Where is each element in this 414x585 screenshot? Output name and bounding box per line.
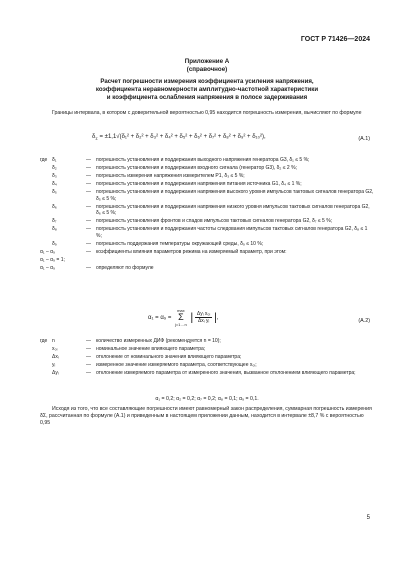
definition-symbol: δ₃ bbox=[52, 172, 57, 179]
bracket-close: | bbox=[213, 311, 217, 324]
dash: — bbox=[86, 218, 91, 225]
alpha-equality-text: α₁ – α₉ = 1; bbox=[40, 256, 65, 263]
bracket-open: | bbox=[190, 311, 194, 324]
appendix-title bbox=[40, 78, 374, 102]
definition-text: определяют по формуле bbox=[96, 264, 154, 271]
definition-symbol: δ₅ bbox=[52, 188, 57, 195]
definition-text: погрешность установления и поддержания напряжения высокого уровня импульсов тактовых сигналов генератора G2, δ₅ ≤ 5 %; bbox=[96, 188, 374, 202]
definition-row bbox=[40, 241, 374, 248]
dash: — bbox=[86, 248, 91, 255]
definition-text: количество измеренных ДИФ (рекомендуется n = 10); bbox=[96, 338, 221, 344]
definition-symbol: δ₈ bbox=[52, 226, 57, 233]
formula-a1 bbox=[92, 134, 266, 141]
dash: — bbox=[86, 164, 91, 171]
intro-paragraph: Границы интервала, в котором с доверительной вероятностью 0,95 находится погрешность измерения, вычисляют по формуле bbox=[52, 110, 362, 116]
definition-text: погрешность установления и поддержания напряжения низкого уровня импульсов тактовых сигналов генератора G2, δ₆ ≤ 5 %; bbox=[96, 203, 370, 217]
title-line: Расчет погрешности измерения коэффициента усиления напряжения, bbox=[100, 78, 314, 85]
definition-row bbox=[40, 338, 374, 345]
dash: — bbox=[86, 172, 91, 179]
definition-row bbox=[40, 362, 374, 369]
definition-row bbox=[40, 370, 374, 377]
definition-text: погрешность установления фронтов и спадов импульсов тактовых сигналов генератора G2, δ₇ ≤ 5 %; bbox=[96, 218, 333, 225]
dash: — bbox=[86, 180, 91, 187]
definition-symbol: yᵢ bbox=[52, 361, 56, 368]
where-label: где bbox=[40, 338, 48, 344]
definition-row bbox=[40, 189, 374, 202]
definition-symbol: δ₇ bbox=[52, 218, 57, 225]
definition-row bbox=[40, 346, 374, 353]
definition-row bbox=[40, 157, 374, 164]
definition-row bbox=[40, 226, 374, 239]
definition-symbol: δ₆ bbox=[52, 203, 57, 210]
fraction-denominator: Δxᵢ yᵢ bbox=[197, 318, 210, 324]
formula-a2 bbox=[148, 308, 219, 327]
equation-number: (А.2) bbox=[358, 318, 370, 324]
dash: — bbox=[86, 203, 91, 210]
definition-row bbox=[40, 165, 374, 172]
fraction bbox=[195, 311, 212, 324]
definition-text: погрешность установления и поддержания напряжения питания источника G1, δ₄ ≤ 1 %; bbox=[96, 180, 302, 187]
formula2-tail: , bbox=[216, 315, 219, 322]
where-label: где bbox=[40, 157, 48, 163]
definition-symbol: α₁ – α₉ bbox=[40, 248, 56, 255]
definition-row bbox=[40, 204, 374, 217]
definitions-list bbox=[40, 157, 374, 273]
sum-bottom: j=1…n bbox=[175, 322, 187, 327]
definition-text: номинальное значение влияющего параметра; bbox=[96, 345, 206, 352]
dash: — bbox=[86, 369, 91, 376]
definition-row bbox=[40, 249, 374, 256]
definition-text: погрешность измерения напряжения измерителем P1, δ₃ ≤ 5 %; bbox=[96, 172, 245, 179]
definition-text: погрешность установления и поддержания выходного напряжения генератора G3, δ₁ ≤ 5 %; bbox=[96, 157, 310, 163]
dash: — bbox=[86, 338, 91, 344]
sum-top: max bbox=[177, 308, 185, 313]
dash: — bbox=[86, 157, 91, 163]
alpha-equality bbox=[40, 257, 374, 264]
definition-text: отклонение от номинального значения влияющего параметра; bbox=[96, 353, 242, 360]
definition-row bbox=[40, 354, 374, 361]
definition-symbol: α₁ – α₉ bbox=[40, 264, 56, 271]
dash: — bbox=[86, 345, 91, 352]
formula-rhs: = ±1,1√(δ₁² + δ₂² + δ₃² + δ₄² + δ₅² + δ₆² + δ₇² + δ₈² + δ₉² + δ₁₀²), bbox=[99, 134, 266, 140]
page-number: 5 bbox=[366, 515, 370, 521]
definition-symbol: δ₄ bbox=[52, 180, 57, 187]
appendix-label: Приложение А bbox=[184, 58, 230, 65]
definition-symbol: Δxᵢ bbox=[52, 353, 59, 360]
conclusion-paragraph: Исходя из того, что все составляющие погрешности имеют равномерный закон распределения, суммарная погрешность измерения δΣ, рассчитанная по формуле (А.1) и приведенным в настоящем приложении данным, находится в интервале ±8,7 % с вероятностью 0,95 bbox=[40, 406, 372, 427]
appendix-type: (справочное) bbox=[186, 66, 228, 73]
dash: — bbox=[86, 188, 91, 195]
definition-symbol: n bbox=[52, 338, 55, 344]
definition-symbol: δ₁ bbox=[52, 157, 57, 163]
sum-operator bbox=[175, 308, 187, 327]
formula-lhs: δ bbox=[92, 134, 96, 140]
sum-sign: Σ bbox=[178, 312, 184, 322]
definition-symbol: δ₉ bbox=[52, 240, 57, 247]
equation-number: (А.1) bbox=[358, 136, 370, 142]
formula2-lhs: α₁ = α₉ = bbox=[148, 315, 172, 322]
definition-text: погрешность поддержания температуры окружающей среды, δ₉ ≤ 10 %; bbox=[96, 240, 264, 247]
formula-lhs-sub: Σ bbox=[95, 136, 98, 142]
definition-symbol: Δyᵢ bbox=[52, 369, 59, 376]
definition-symbol: δ₂ bbox=[52, 164, 57, 171]
title-line: коэффициента неравномерности амплитудно-частотной характеристики bbox=[95, 86, 319, 93]
title-line: и коэффициента ослабления напряжения в полосе задерживания bbox=[106, 94, 308, 101]
coefficients-line: α₁ = 0,2; α₂ = 0,2; α₇ = 0,2; α₈ = 0,1; α₉ = 0,1. bbox=[155, 396, 259, 402]
definition-row bbox=[40, 181, 374, 188]
fraction-numerator: Δyᵢ x₀ᵢ bbox=[196, 311, 211, 317]
definition-symbol: x₀ᵢ bbox=[52, 345, 58, 352]
definitions-list-2 bbox=[40, 338, 374, 378]
dash: — bbox=[86, 361, 91, 368]
dash: — bbox=[86, 353, 91, 360]
standard-number: ГОСТ Р 71426—2024 bbox=[300, 36, 370, 43]
dash: — bbox=[86, 226, 91, 233]
definition-row bbox=[40, 173, 374, 180]
definition-text: отклонение измеряемого параметра от измеренного значения, вызванное отклонением влияющего параметра; bbox=[96, 369, 356, 376]
definition-row bbox=[40, 265, 374, 272]
dash: — bbox=[86, 240, 91, 247]
definition-text: погрешность установления и поддержания частоты следования импульсов тактовых сигналов генератора G2, δ₈ ≤ 1 %; bbox=[96, 226, 368, 239]
definition-row bbox=[40, 218, 374, 225]
definition-text: измеренное значение измеряемого параметра, соответствующее x₀ᵢ; bbox=[96, 361, 257, 368]
dash: — bbox=[86, 264, 91, 271]
definition-text: коэффициенты влияния параметров режима на измеряемый параметр, при этом: bbox=[96, 248, 287, 255]
definition-text: погрешность установления и поддержания входного сигнала (генератор G3), δ₂ ≤ 2 %; bbox=[96, 164, 297, 171]
